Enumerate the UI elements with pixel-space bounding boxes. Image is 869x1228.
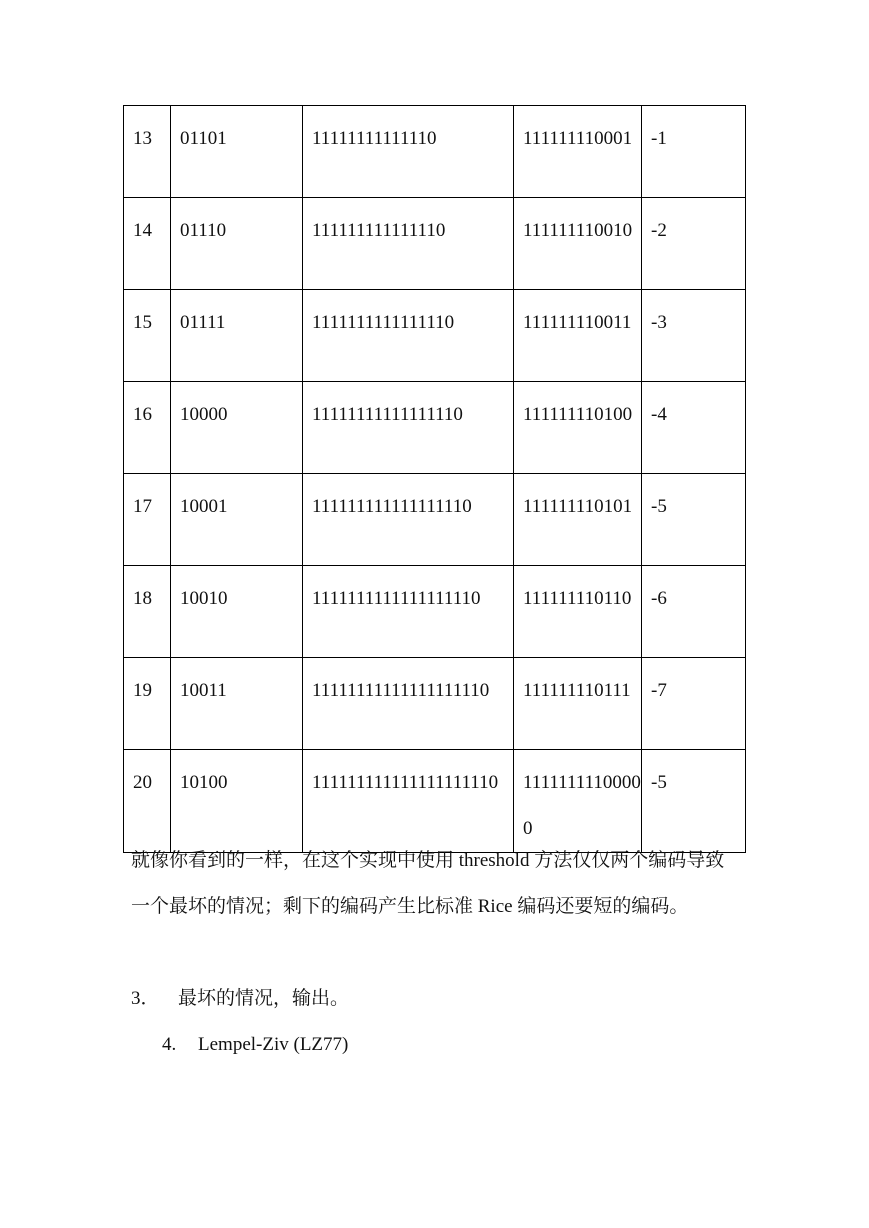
difference-cell: -6 — [642, 566, 746, 658]
difference-cell: -7 — [642, 658, 746, 750]
threshold-code-cell: 111111110010 — [514, 198, 642, 290]
difference-cell: -3 — [642, 290, 746, 382]
difference-cell: -1 — [642, 106, 746, 198]
threshold-code-cell: 111111110001 — [514, 106, 642, 198]
difference-cell: -5 — [642, 474, 746, 566]
threshold-code-cell: 111111110111 — [514, 658, 642, 750]
threshold-code-cell: 111111110011 — [514, 290, 642, 382]
binary-cell: 10001 — [171, 474, 303, 566]
table-row — [124, 290, 746, 382]
table-row — [124, 106, 746, 198]
unary-code-cell: 11111111111110 — [303, 106, 514, 198]
binary-cell: 10011 — [171, 658, 303, 750]
difference-cell: -4 — [642, 382, 746, 474]
index-cell: 20 — [124, 750, 171, 853]
unary-code-cell: 111111111111111110 — [303, 474, 514, 566]
binary-cell: 01111 — [171, 290, 303, 382]
table-row — [124, 658, 746, 750]
list-number: 4. — [162, 1034, 177, 1055]
table-row — [124, 382, 746, 474]
list-text: 最坏的情况，输出。 — [178, 988, 350, 1009]
index-cell: 15 — [124, 290, 171, 382]
binary-cell: 10100 — [171, 750, 303, 853]
unary-code-cell: 11111111111111110 — [303, 382, 514, 474]
code-table — [123, 105, 746, 853]
binary-cell: 01101 — [171, 106, 303, 198]
list-number: 3． — [131, 988, 160, 1009]
table-row — [124, 566, 746, 658]
threshold-code-cell: 111111110110 — [514, 566, 642, 658]
threshold-code-cell: 11111111100000 — [514, 750, 642, 853]
index-cell: 13 — [124, 106, 171, 198]
difference-cell: -5 — [642, 750, 746, 853]
binary-cell: 10010 — [171, 566, 303, 658]
threshold-code-cell: 111111110101 — [514, 474, 642, 566]
table-row — [124, 198, 746, 290]
body-paragraph: 就像你看到的一样，在这个实现中使用 threshold 方法仅仅两个编码导致一个最坏的情况；剩下的编码产生比标准 Rice 编码还要短的编码。 — [131, 850, 725, 917]
difference-cell: -2 — [642, 198, 746, 290]
list-item-3 — [131, 976, 349, 1022]
list-text: Lempel-Ziv (LZ77) — [198, 1034, 349, 1055]
unary-code-cell: 11111111111111111110 — [303, 658, 514, 750]
index-cell: 19 — [124, 658, 171, 750]
binary-cell: 01110 — [171, 198, 303, 290]
index-cell: 17 — [124, 474, 171, 566]
threshold-code-cell: 111111110100 — [514, 382, 642, 474]
index-cell: 14 — [124, 198, 171, 290]
index-cell: 18 — [124, 566, 171, 658]
unary-code-cell: 1111111111111110 — [303, 290, 514, 382]
code-table-body — [124, 106, 746, 853]
index-cell: 16 — [124, 382, 171, 474]
list-item-4 — [162, 1022, 348, 1068]
unary-code-cell: 111111111111110 — [303, 198, 514, 290]
unary-code-cell: 111111111111111111110 — [303, 750, 514, 853]
unary-code-cell: 1111111111111111110 — [303, 566, 514, 658]
binary-cell: 10000 — [171, 382, 303, 474]
table-row — [124, 474, 746, 566]
